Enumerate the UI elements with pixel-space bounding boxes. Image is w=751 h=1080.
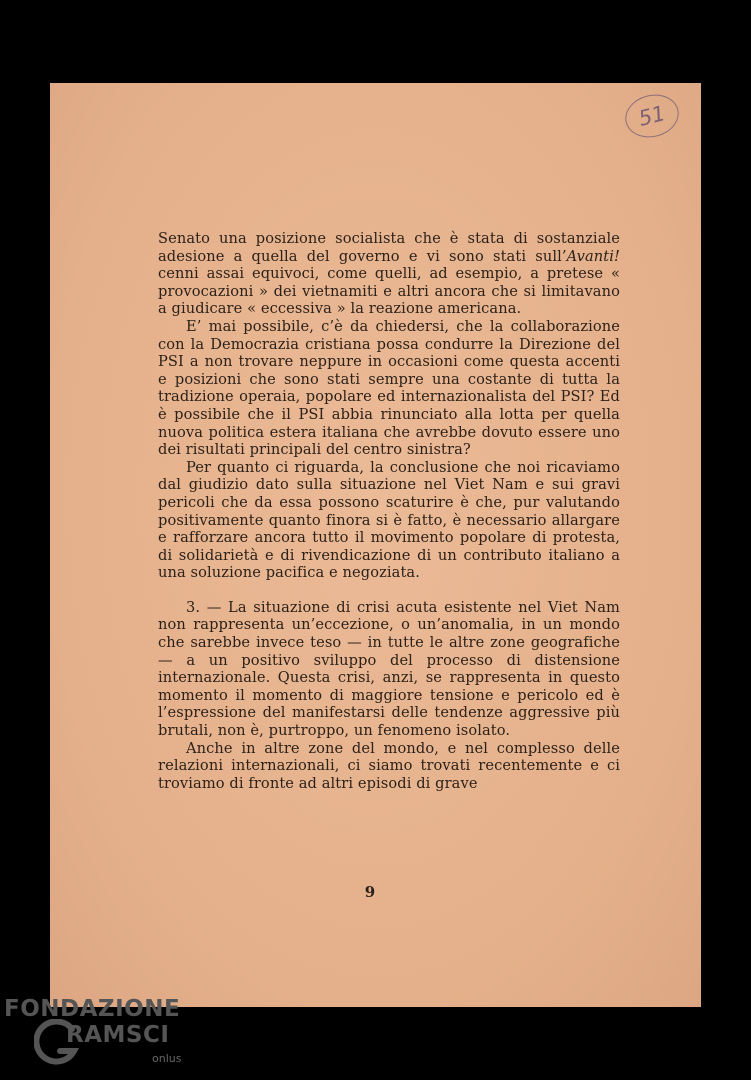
fondazione-gramsci-watermark xyxy=(4,996,194,1076)
paragraph-5: Anche in altre zone del mondo, e nel complesso delle relazioni internazionali, ci siamo trovati recentemente e ci troviamo di fronte ad altri episodi di grave xyxy=(158,739,620,792)
paragraph-1-head: Senato una posizione socialista che è stata di sostanziale adesione a quella del governo e vi sono stati sull’ xyxy=(158,230,620,265)
watermark-line2: RAMSCI xyxy=(66,1022,170,1048)
watermark-tag: onlus xyxy=(152,1052,182,1065)
paragraph-4: 3. — La situazione di crisi acuta esistente nel Viet Nam non rappresenta un’eccezione, o un’anomalia, in un mondo che sarebbe invece teso — in tutte le altre zone geografiche — a un positivo sviluppo del processo di distensione internazionale. Questa crisi, anzi, se rappresenta in questo momento il momento di maggiore tensione e pericolo ed è l’espressione del manifestarsi delle tendenze aggressive più brutali, non è, purtroppo, un fenomeno isolato. xyxy=(158,598,620,740)
paragraph-3: Per quanto ci riguarda, la conclusione che noi ricaviamo dal giudizio dato sulla situazione nel Viet Nam e sui gravi pericoli che da essa possono scaturire è che, pur valutando positivamente quanto finora si è fatto, è necessario allargare e rafforzare ancora tutto il movimento popolare di protesta, di solidarietà e di rivendicazione di un contributo italiano a una soluzione pacifica e negoziata. xyxy=(158,458,620,582)
page-number: 9 xyxy=(364,883,376,901)
archive-number-stamp: 51 xyxy=(621,89,684,143)
paragraph-1 xyxy=(158,230,620,318)
newspaper-title: Avanti! xyxy=(566,247,620,265)
body-text xyxy=(158,230,620,792)
paragraph-1-tail: cenni assai equivoci, come quelli, ad esempio, a pretese « provocazioni » dei vietnamiti e altri ancora che si limitavano a giudicare « eccessiva » la reazione americana. xyxy=(158,265,620,318)
paragraph-2: E’ mai possibile, c’è da chiedersi, che la collaborazione con la Democrazia cristiana possa condurre la Direzione del PSI a non trovare neppure in occasioni come questa accenti e posizioni che sono stati sempre una costante di tutta la tradizione operaia, popolare ed internazionalista del PSI? Ed è possibile che il PSI abbia rinunciato alla lotta per quella nuova politica estera italiana che avrebbe dovuto essere uno dei risultati principali del centro sinistra? xyxy=(158,317,620,459)
watermark-line1: FONDAZIONE xyxy=(4,996,181,1022)
document-page xyxy=(50,83,701,1007)
